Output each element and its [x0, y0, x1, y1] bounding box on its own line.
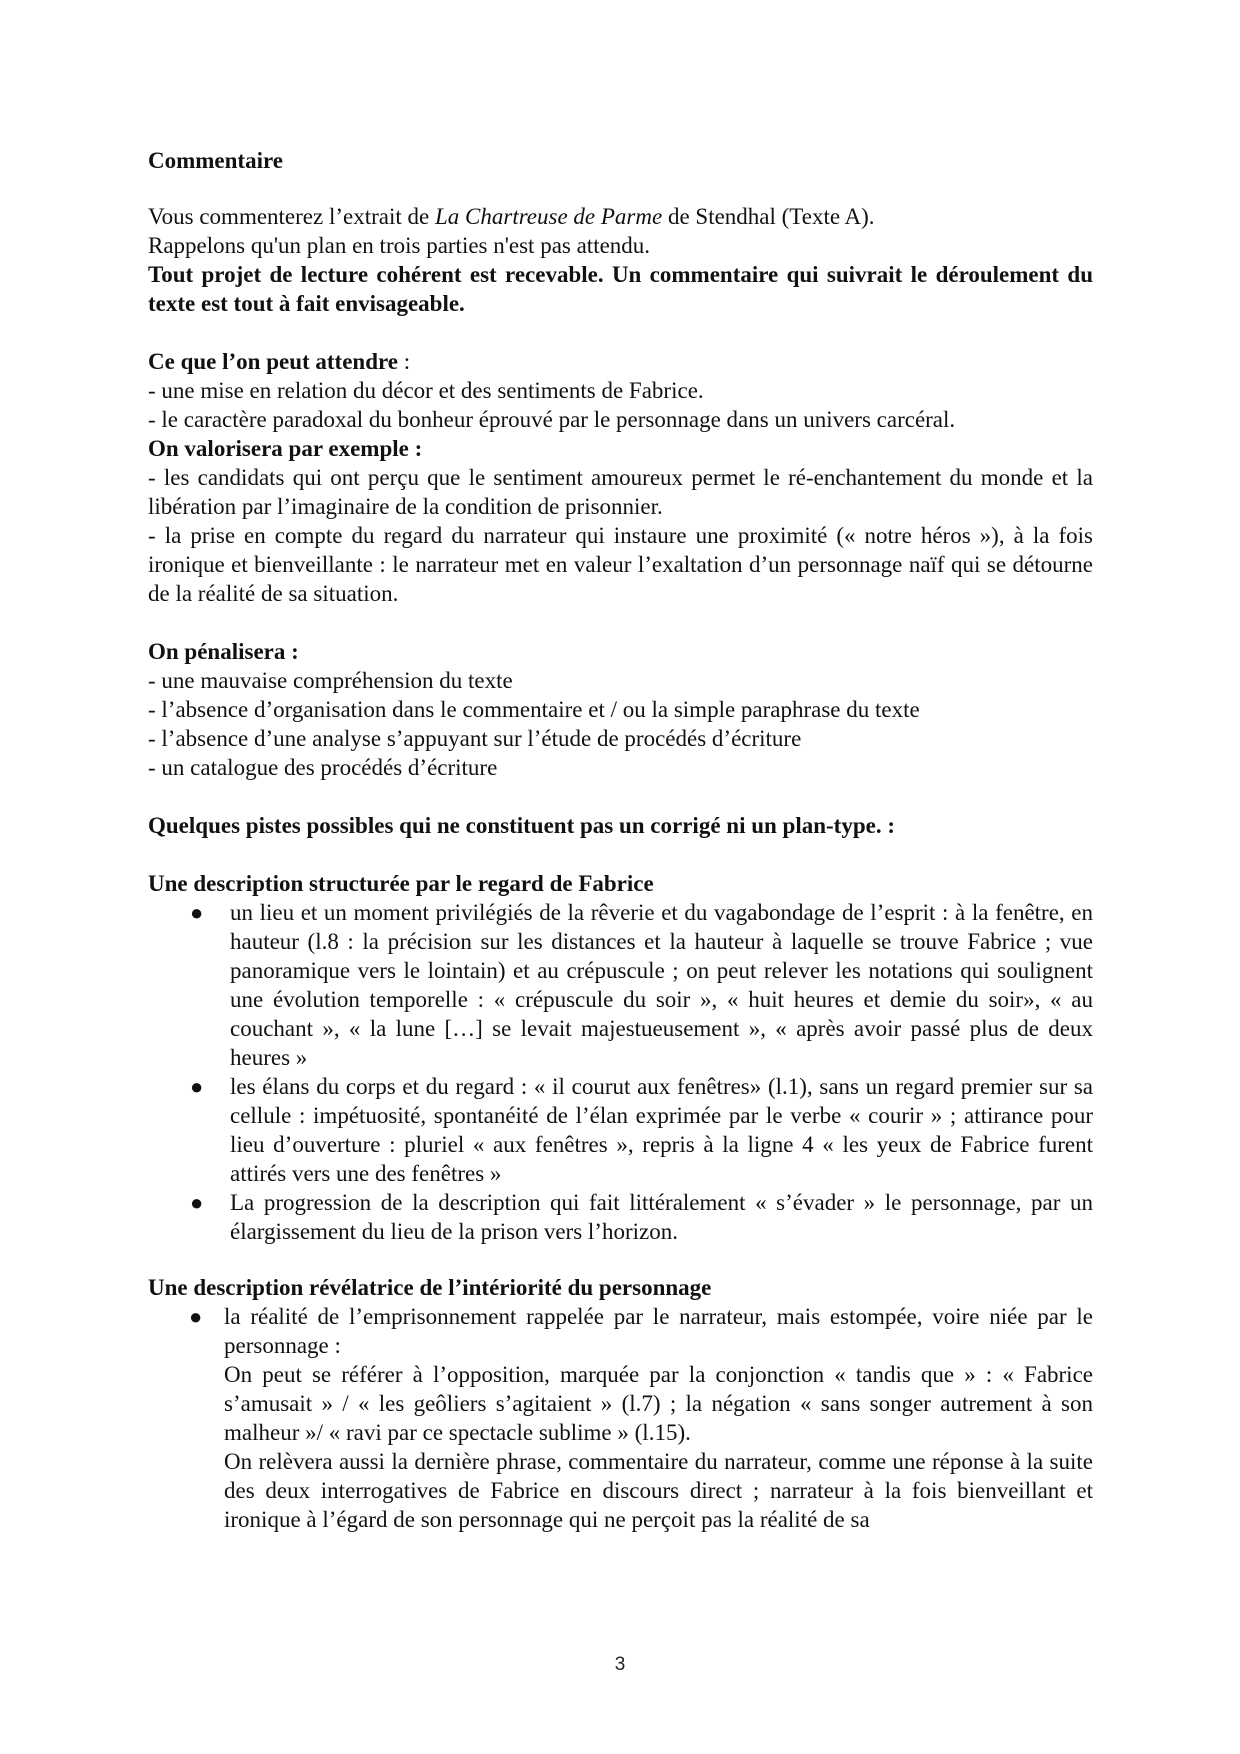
bullet-text: La progression de la description qui fait littéralement « s’évader » le personnage, par un élargissement du lieu de la prison vers l’horizon. — [230, 1190, 1093, 1244]
list-item: - une mise en relation du décor et des sentiments de Fabrice. — [148, 378, 704, 403]
section-2-paragraph: On relèvera aussi la dernière phrase, commentaire du narrateur, comme une réponse à la suite des deux interrogatives de Fabrice en discours direct ; narrateur à la fois bienveillant et ironique à l’égard de son personnage qui ne perçoit pas la réalité de sa — [224, 1449, 1093, 1532]
bullet-text: la réalité de l’emprisonnement rappelée par le narrateur, mais estompée, voire niée par le personnage : — [224, 1304, 1093, 1358]
pistes-heading: Quelques pistes possibles qui ne constituent pas un corrigé ni un plan-type. : — [148, 813, 895, 838]
list-item — [148, 1072, 1093, 1188]
bullet-icon: ● — [190, 1190, 204, 1215]
intro-line-3: Tout projet de lecture cohérent est recevable. Un commentaire qui suivrait le déroulement du texte est tout à fait envisageable. — [148, 262, 1093, 316]
list-item: - un catalogue des procédés d’écriture — [148, 755, 498, 780]
bullet-text: un lieu et un moment privilégiés de la rêverie et du vagabondage de l’esprit : à la fenêtre, en hauteur (l.8 : la précision sur les distances et la hauteur à laquelle se trouve Fabrice ; vue panoramique vers le lointain) et au crépuscule ; on peut relever les notations qui soulignent une évolution temporelle : « crépuscule du soir », « huit heures et demie du soir», « au couchant », « la lune […] se levait majestueusement », « après avoir passé plus de deux heures » — [230, 900, 1093, 1070]
list-item — [148, 1188, 1093, 1246]
intro-line-1 — [148, 202, 1093, 231]
document-title: Commentaire — [148, 148, 283, 173]
list-item: - l’absence d’organisation dans le commentaire et / ou la simple paraphrase du texte — [148, 697, 920, 722]
bullet-icon: ● — [189, 1304, 203, 1329]
attendu-heading — [148, 347, 1093, 376]
document-body — [148, 146, 1093, 1534]
intro-text-end: de Stendhal (Texte A). — [662, 204, 875, 229]
list-item: - une mauvaise compréhension du texte — [148, 668, 513, 693]
section-1-list — [148, 898, 1093, 1246]
bullet-icon: ● — [190, 1074, 204, 1099]
list-item: - les candidats qui ont perçu que le sentiment amoureux permet le ré-enchantement du monde et la libération par l’imaginaire de la condition de prisonnier. — [148, 465, 1093, 519]
section-1-heading: Une description structurée par le regard de Fabrice — [148, 871, 654, 896]
list-item — [148, 898, 1093, 1072]
list-item: - la prise en compte du regard du narrateur qui instaure une proximité (« notre héros »), à la fois ironique et bienveillante : le narrateur met en valeur l’exaltation d’un personnage naïf qui se détourne de la réalité de sa situation. — [148, 523, 1093, 606]
list-item: - l’absence d’une analyse s’appuyant sur l’étude de procédés d’écriture — [148, 726, 802, 751]
intro-text: Vous commenterez l’extrait de — [148, 204, 435, 229]
attendu-heading-suffix: : — [398, 349, 411, 374]
work-title: La Chartreuse de Parme — [434, 204, 663, 229]
bullet-text: les élans du corps et du regard : « il courut aux fenêtres» (l.1), sans un regard premier sur sa cellule : impétuosité, spontanéité de l’élan exprimée par le verbe « courir » ; attirance pour lieu d’ouverture : pluriel « aux fenêtres », repris à la ligne 4 « les yeux de Fabrice furent attirés vers une des fenêtres » — [230, 1074, 1093, 1186]
valorisera-heading: On valorisera par exemple : — [148, 436, 423, 461]
attendu-heading-text: Ce que l’on peut attendre — [148, 349, 399, 374]
section-2-paragraph: On peut se référer à l’opposition, marquée par la conjonction « tandis que » : « Fabrice s’amusait » / « les geôliers s’agitaient » (l.7) ; la négation « sans songer autrement à son malheur »/ « ravi par ce spectacle sublime » (l.15). — [224, 1362, 1093, 1445]
list-item — [148, 1302, 1093, 1360]
bullet-icon: ● — [190, 900, 204, 925]
penalisera-heading: On pénalisera : — [148, 639, 299, 664]
section-2-heading: Une description révélatrice de l’intériorité du personnage — [148, 1275, 712, 1300]
list-item: - le caractère paradoxal du bonheur éprouvé par le personnage dans un univers carcéral. — [148, 407, 956, 432]
page-number: 3 — [614, 1654, 626, 1675]
intro-line-2: Rappelons qu'un plan en trois parties n'est pas attendu. — [148, 233, 651, 258]
